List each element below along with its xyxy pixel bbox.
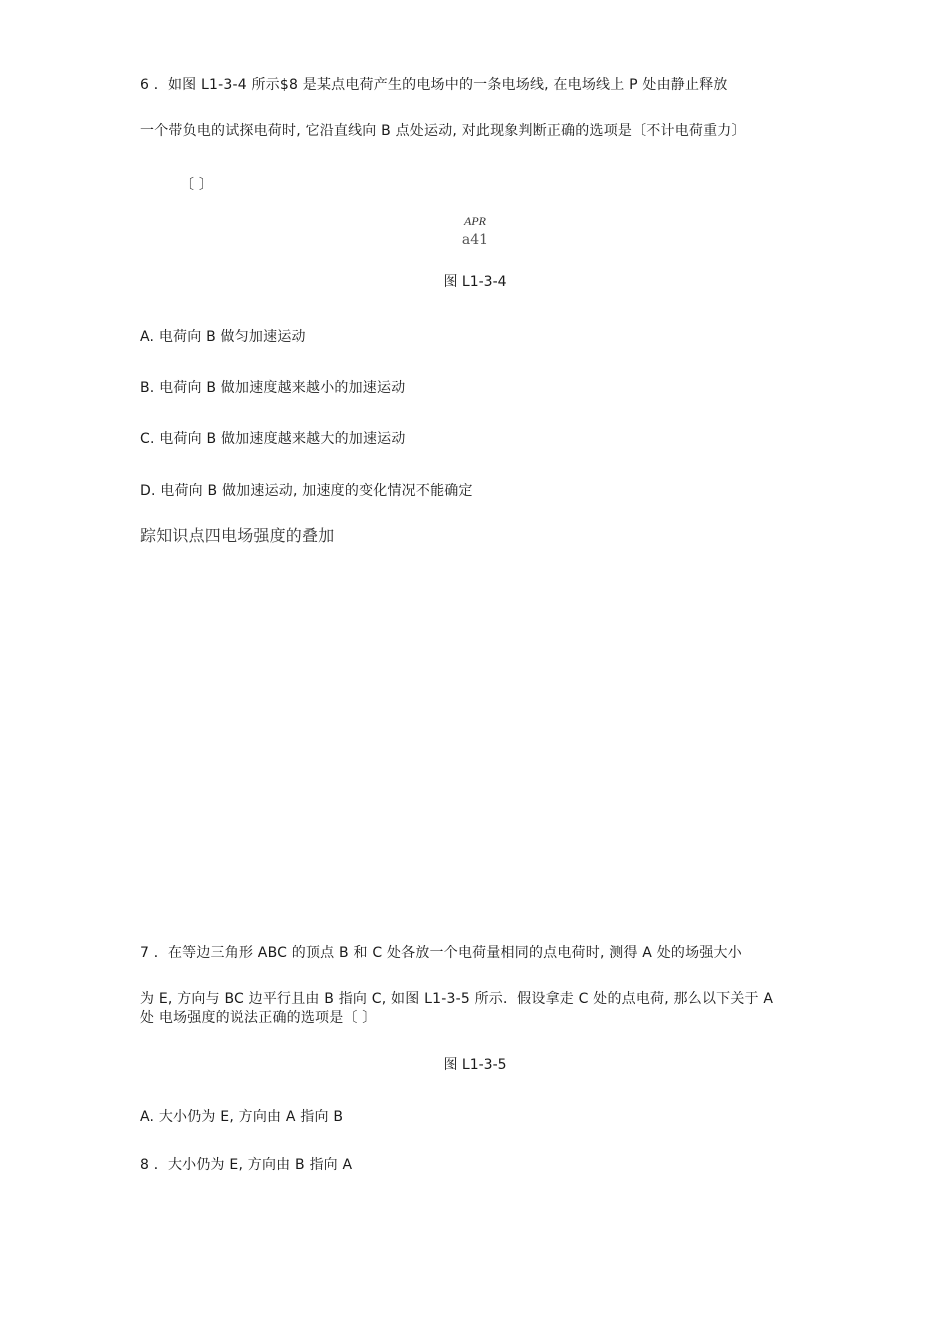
q6-text-line-1: 6 ．如图 L1-3-4 所示$8 是某点电荷产生的电场中的一条电场线, 在电场线上 P 处由静止释放 [140, 77, 728, 93]
q7-text-line-1: 7 ．在等边三角形 ABC 的顶点 B 和 C 处各放一个电荷量相同的点电荷时, 测得 A 处的场强大小 [140, 945, 742, 961]
figure-l1-3-4-caption: 图 L1-3-4 [443, 274, 507, 290]
q6-text-line-2: 一个带负电的试探电荷时, 它沿直线向 B 点处运动, 对此现象判断正确的选项是〔不计电荷重力〕 [140, 123, 746, 139]
section-heading: 踪知识点四电场强度的叠加 [140, 526, 335, 545]
q6-answer-bracket: 〔 〕 [180, 177, 214, 193]
q7-option-a: A. 大小仍为 E, 方向由 A 指向 B [140, 1109, 344, 1125]
figure-l1-3-4-label-top: APR [464, 214, 486, 228]
figure-l1-3-4-label-bottom: a41 [461, 232, 489, 248]
q6-option-d: D. 电荷向 B 做加速运动, 加速度的变化情况不能确定 [140, 483, 473, 499]
q7-text-line-2: 为 E, 方向与 BC 边平行且由 B 指向 C, 如图 L1-3-5 所示．假设拿走 C 处的点电荷, 那么以下关于 A [140, 991, 774, 1007]
q6-option-a: A. 电荷向 B 做匀加速运动 [140, 329, 306, 345]
figure-l1-3-5-caption: 图 L1-3-5 [443, 1057, 507, 1073]
q6-option-c: C. 电荷向 B 做加速度越来越大的加速运动 [140, 431, 406, 447]
q7-text-line-3: 处 电场强度的说法正确的选项是〔 〕 [140, 1010, 377, 1026]
q8-text-line-1: 8 ．大小仍为 E, 方向由 B 指向 A [140, 1157, 353, 1173]
q6-option-b: B. 电荷向 B 做加速度越来越小的加速运动 [140, 380, 406, 396]
